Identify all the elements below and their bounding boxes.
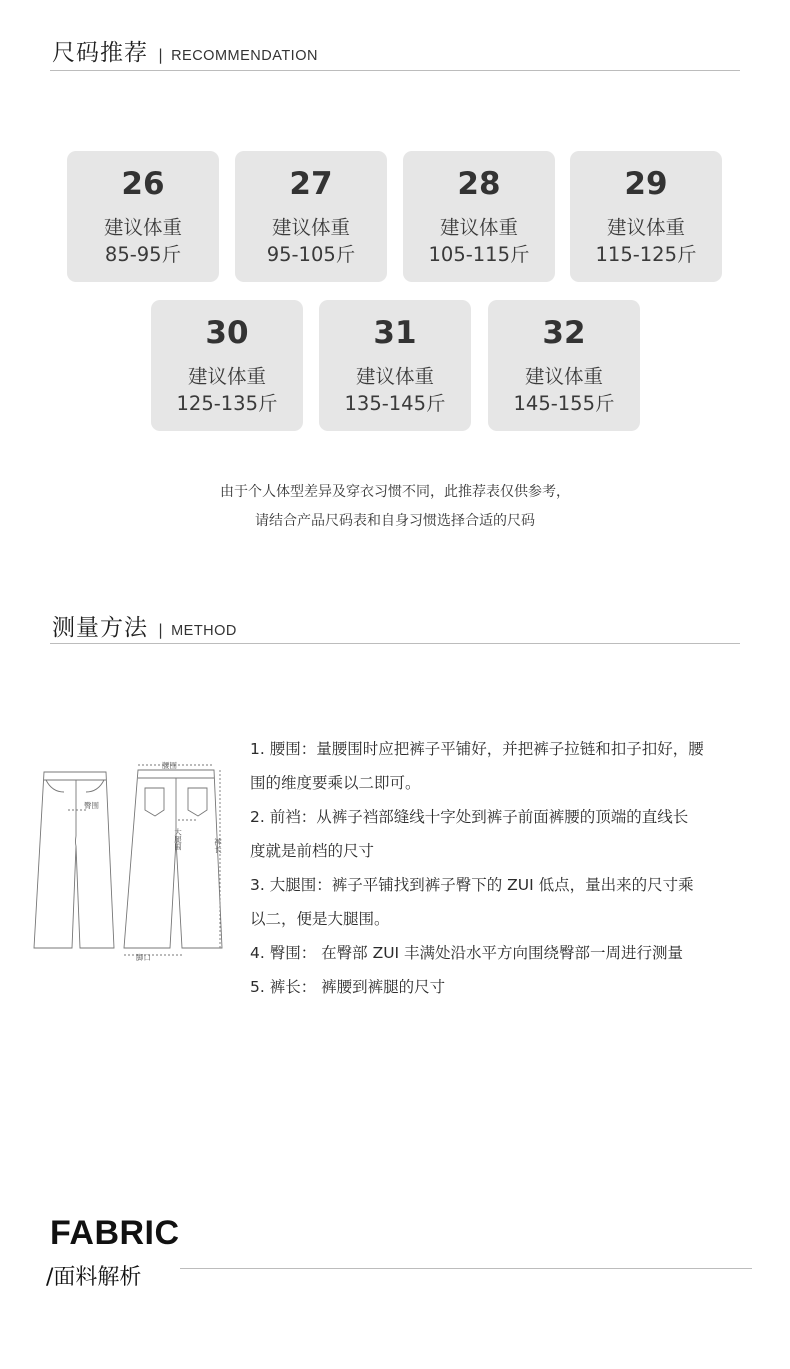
size-card-26: [67, 151, 219, 282]
header-divider: |: [158, 46, 164, 64]
fabric-title-en: FABRIC: [50, 1214, 180, 1252]
method-title-cn: 测量方法: [52, 615, 148, 641]
diagram-label-hem: 脚口: [136, 953, 151, 962]
weight-range: 95-105斤: [266, 243, 356, 266]
method-line-3: 2. 前裆：从裤子裆部缝线十字处到裤子前面裤腰的顶端的直线长: [250, 808, 689, 826]
size-number: 27: [289, 166, 333, 202]
jeans-measurement-diagram: [28, 758, 238, 968]
recommendation-note-line2: 请结合产品尺码表和自身习惯选择合适的尺码: [255, 513, 535, 529]
method-line-8: 5. 裤长： 裤腰到裤腿的尺寸: [250, 978, 446, 996]
recommendation-header: [52, 34, 318, 67]
weight-label: 建议体重: [606, 216, 685, 239]
size-card-27: [235, 151, 387, 282]
recommendation-rule: [50, 70, 740, 71]
size-number: 29: [624, 166, 668, 202]
header-divider: |: [158, 621, 164, 639]
method-line-5: 3. 大腿围：裤子平铺找到裤子臀下的 ZUI 低点，量出来的尺寸乘: [250, 876, 694, 894]
weight-range: 135-145斤: [344, 392, 446, 415]
diagram-label-hip: 臀围: [84, 801, 99, 810]
size-card-29: [570, 151, 722, 282]
method-line-7: 4. 臀围： 在臀部 ZUI 丰满处沿水平方向围绕臀部一周进行测量: [250, 944, 684, 962]
method-title-en: METHOD: [171, 623, 237, 639]
size-number: 31: [373, 315, 417, 351]
size-card-31: [319, 300, 471, 431]
method-line-4: 度就是前档的尺寸: [250, 842, 375, 860]
size-card-28: [403, 151, 555, 282]
recommendation-title-en: RECOMMENDATION: [171, 48, 318, 64]
fabric-title-cn: /面料解析: [46, 1265, 142, 1290]
weight-range: 85-95斤: [104, 243, 182, 266]
size-number: 32: [542, 315, 586, 351]
size-number: 28: [457, 166, 501, 202]
weight-label: 建议体重: [187, 365, 266, 388]
method-line-6: 以二，便是大腿围。: [250, 910, 390, 928]
size-card-32: [488, 300, 640, 431]
size-number: 26: [121, 166, 165, 202]
recommendation-title-cn: 尺码推荐: [52, 40, 148, 66]
weight-label: 建议体重: [271, 216, 350, 239]
recommendation-note-line1: 由于个人体型差异及穿衣习惯不同，此推荐表仅供参考，: [220, 484, 570, 500]
method-rule: [50, 643, 740, 644]
fabric-rule: [180, 1268, 752, 1269]
method-header: [52, 609, 237, 642]
weight-label: 建议体重: [439, 216, 518, 239]
weight-range: 145-155斤: [513, 392, 615, 415]
size-card-30: [151, 300, 303, 431]
diagram-label-length: 裤长: [213, 838, 223, 853]
method-line-2: 围的维度要乘以二即可。: [250, 774, 421, 792]
weight-range: 125-135斤: [176, 392, 278, 415]
weight-range: 115-125斤: [595, 243, 697, 266]
weight-label: 建议体重: [103, 216, 182, 239]
size-number: 30: [205, 315, 249, 351]
diagram-label-waist: 腰围: [162, 761, 177, 770]
diagram-label-thigh: 大腿围: [173, 828, 183, 851]
method-line-1: 1. 腰围：量腰围时应把裤子平铺好，并把裤子拉链和扣子扣好，腰: [250, 740, 704, 758]
weight-label: 建议体重: [355, 365, 434, 388]
weight-range: 105-115斤: [428, 243, 530, 266]
front-jeans-outline: [34, 772, 114, 948]
weight-label: 建议体重: [524, 365, 603, 388]
